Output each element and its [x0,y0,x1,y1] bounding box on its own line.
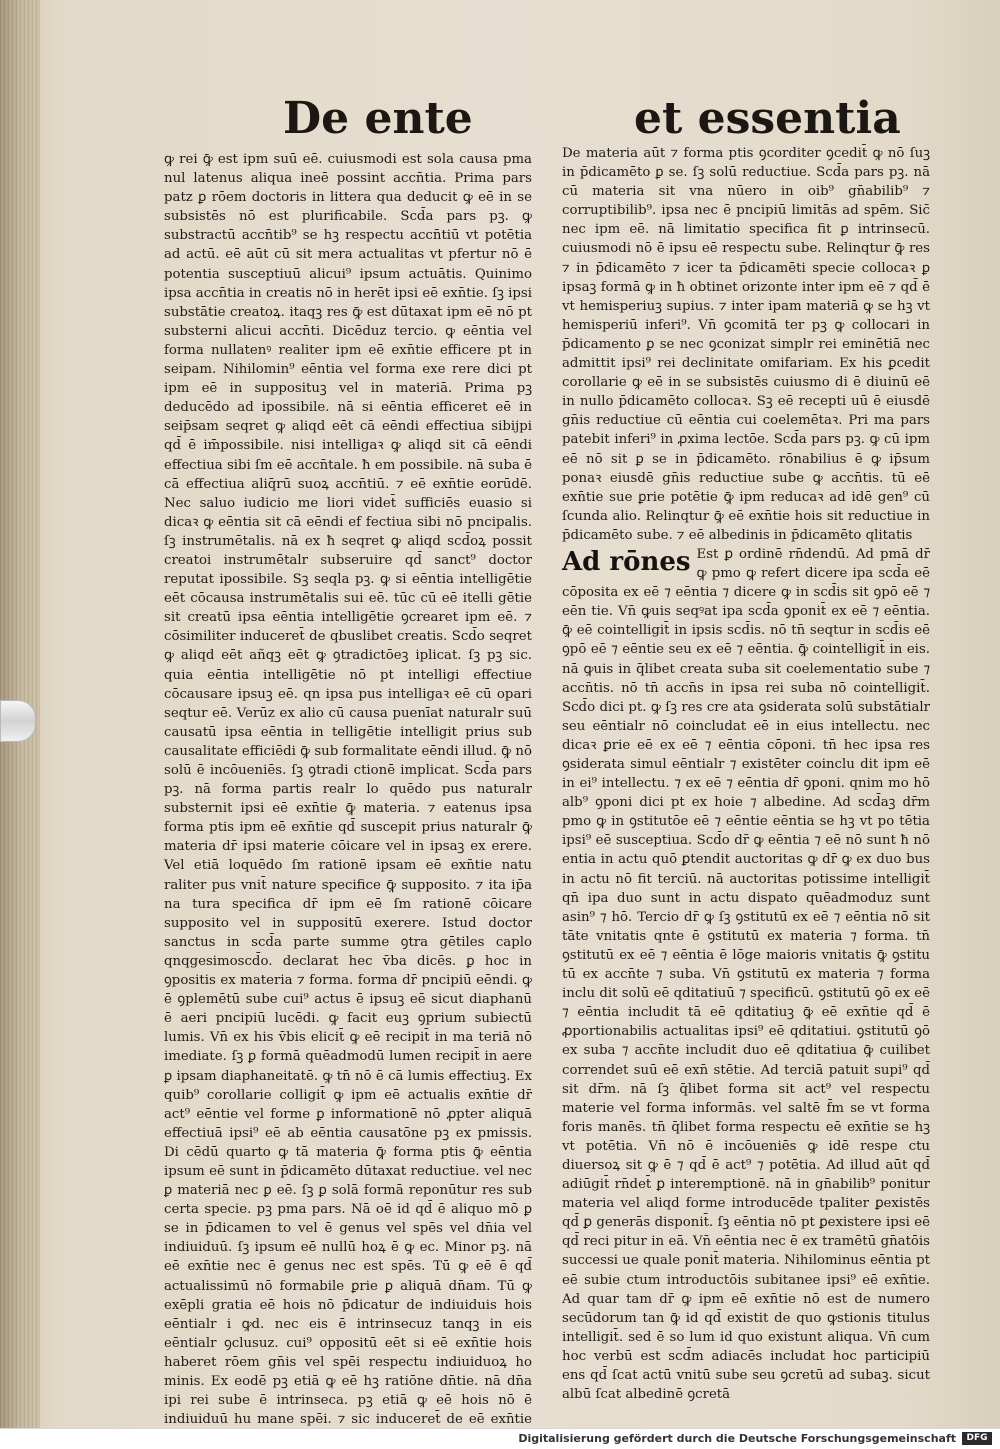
text-column-right [562,144,930,1412]
running-head-right: et essentia [634,93,901,144]
text-column-left [164,150,532,1428]
running-head-left: De ente [283,93,473,144]
funding-credit: Digitalisierung gefördert durch die Deutsche Forschungsgemeinschaft [518,1432,956,1445]
digitization-footer [0,1428,1000,1449]
section-heading-ad-rones: Ad rōnes [562,546,691,577]
book-clip [0,700,36,742]
column-right-text-before: De materia aūt ⁊ forma ptis ꝯcorditer ꝯcedit̄ ꝙ nō ſuꝫ in p̄dicamēto ꝑ se. ſꝫ solū reductiue. Scd̄a pars pꝫ. nā cū materia sit vna nūero in oib⁹ gn̄abilib⁹ ⁊ corruptibilib⁹. ipsa nec ē pncipiū limitās ad spēm. Sic̄ nec ipm eē. nā limitatio specifica fit ꝑ intrinsecū. cuiusmodi nō ē ipsu eē respectu sube. Relinqtur ꝙ̄ res ⁊ in p̄dicamēto ⁊ icer ta p̄dicamēti specie collocaꝛ ꝑ ipsaꝫ formā ꝙ in ħ obtinet orizonte inter ipm eē ⁊ qd̄ ē vt hemisperiuꝫ supius. ⁊ inter ipam materiā ꝙ se hꝫ vt hemisperiū inferi⁹. Vn̄ ꝯcomitā ter pꝫ ꝙ collocari in p̄dicamento ꝑ se nec ꝯconizat simplr rei eminētiā nec admittit ipsi⁹ rei declinitate omifariam. Ex his ꝑcedit corollarie ꝙ eē in se subsistēs cuiusmo di ē diuinū eē in nullo p̄dicamēto collocaꝛ. Sꝫ eē recepti uū ē eiusdē gn̄is reductiue cū eēntia cui coelemētaꝛ. Pri ma pars patebit inferi⁹ in ꝓxima lectōe. Scd̄a pars pꝫ. ꝙ cū ipm eē nō sit ꝑ se in p̄dicamēto. rōnabilius ē ꝙ ip̄sum ponaꝛ eiusdē gn̄is reductiue sube ꝙ accn̄tis. tū eē exn̄tie sue ꝑrie potētie ꝙ̄ ipm reducaꝛ ad idē gen⁹ cū ſcunda alio. Relinqtur ꝙ̄ eē exn̄tie hois sit reductiue in p̄dicamēto sube. ⁊ eē albedinis in p̄dicamēto qlitatis [562,146,930,543]
dfg-logo: DFG [962,1432,992,1445]
column-right-text-after: Est ꝑ ordinē rn̄dendū. Ad pmā dr̄ ꝙ pmo ꝙ refert dicere ipa scd̄a eē cōposita ex eē ⁊ eēntia ⁊ dicere ꝙ in scd̄is sit ꝯpō eē ⁊ eēn tie. Vn̄ ꝙuis seqꝰat ipa scd̄a ꝯponit̄ ex eē ⁊ eēntia. ꝙ̄ eē cointelligit̄ in ipsis scd̄is. nō tn̄ seqtur in scd̄is eē ꝯpō eē ⁊ eēntie seu ex eē ⁊ eēntia. ꝙ̄ cointelligit̄ in eis. nā ꝙuis in q̄libet creata suba sit coelementatio sube ⁊ accn̄tis. nō tn̄ accn̄s in ipsa rei suba nō cointelligit̄. Scd̄o dici pt. ꝙ ſꝫ res cre ata ꝯsiderata solū substātialr seu eēntialr nō coincludat eē in eius intellectu. nec dicaꝛ ꝑrie eē ex eē ⁊ eēntia cōponi. tn̄ hec ipsa res ꝯsiderata simul eēntialr ⁊ existēter coinclu dit ipm eē in ei⁹ intellectu. ⁊ ex eē ⁊ eēntia dr̄ ꝯponi. qnim mo hō alb⁹ ꝯponi dici pt ex hoie ⁊ albedine. Ad scd̄aꝫ dr̄m pmo ꝙ in ꝯstitutōe eē ⁊ eēntie eēntia se hꝫ vt po tētia ipsi⁹ eē susceptiua. Scd̄o dr̄ ꝙ eēntia ⁊ eē nō sunt ħ nō entia in actu quō ꝑtendit auctoritas ꝙ dr̄ ꝙ ex duo bus in actu nō fit terciū. nā auctoritas potissime intelligit̄ qn̄ ipa duo sunt in actu dispato quēadmoduz sunt asin⁹ ⁊ hō. Tercio dr̄ ꝙ ſꝫ ꝯstitutū ex eē ⁊ eēntia nō sit tāte vnitatis qnte ē ꝯstitutū ex materia ⁊ forma. tn̄ ꝯstitutū ex eē ⁊ eēntia ē lōge maioris vnitatis ꝙ̄ ꝯstitu tū ex accn̄te ⁊ suba. Vn̄ ꝯstitutū ex materia ⁊ forma inclu dit solū eē qditatiuū ⁊ specificū. ꝯstitutū ꝯō ex eē ⁊ eēntia includit tā eē qditatiuꝫ ꝙ̄ eē exn̄tie qd̄ ē ꝓportionabilis actualitas ipsi⁹ eē qditatiui. ꝯstitutū ꝯō ex suba ⁊ accn̄te includit duo eē qditatiua ꝙ̄ cuilibet correndet suū eē exn̄ stētie. Ad terciā patuit supi⁹ qd̄ sit dr̄m. nā ſꝫ q̄libet forma sit act⁹ vel respectu materie vel forma informās. vel saltē f̄m se vt forma foris manēs. tn̄ q̄libet forma respectu eē exn̄tie se hꝫ vt potētia. Vn̄ nō ē incōueniēs ꝙ idē respe ctu diuersoꝝ sit ꝙ ē ⁊ qd̄ ē act⁹ ⁊ potētia. Ad illud aūt qd̄ adiūgit̄ rn̄det̄ ꝑ interemptionē. nā in gn̄abilib⁹ ponitur materia vel aliqd forme introducēde tpaliter ꝑexistēs qd̄ ꝑ generās disponit̄. ſꝫ eēntia nō pt ꝑexistere ipsi eē qd̄ reci pitur in eā. Vn̄ eēntia nec ē ex tramētū gn̄atōis successi ue quale ponit̄ materia. Nihilominus eēntia pt eē subie ctum introductōis subitanee ipsi⁹ eē exn̄tie. Ad quar tam dr̄ ꝙ ipm eē exn̄tie nō est de numero secūdorum tan ꝙ̄ id qd̄ existit de quo ꝙstionis titulus intelligit̄. sed ē so lum id quo existunt aliqua. Vn̄ cum hoc verbū est scd̄m adiacēs includat hoc participiū ens qd̄ ſcat actū vnitū sube seu ꝯcretū ad subaꝫ. sicut albū ſcat albedinē ꝯcretā [562,546,930,1403]
column-left-text: ꝙ rei ꝙ̄ est ipm suū eē. cuiusmodi est sola causa pma nul latenus aliqua ineē possint accn̄tia. Prima pars patz ꝑ rōem doctoris in littera qua deducit ꝙ eē in se subsistēs nō est plurificabile. Scd̄a pars pꝫ. ꝙ substractū accn̄tib⁹ se hꝫ respectu accn̄tiū vt potētia ad actū. eē aūt cū sit mera actualitas vt pfertur nō ē potentia susceptiuū alicui⁹ ipsum actuātis. Quinimo ipsa accn̄tia in creatis nō in herēt ipsi eē exn̄tie. ſꝫ ipsi substātie creatoꝝ. itaqꝫ res ꝙ̄ est dūtaxat ipm eē nō pt substerni alicui accn̄ti. Dicēduz tercio. ꝙ eēntia vel forma nullatenꝰ realiter ipm eē exn̄tie efficere pt in seipam. Nihilomin⁹ eēntia vel forma exe rere dici pt ipm eē in supposituꝫ vel in materiā. Prima pꝫ deducēdo ad ipossibile. nā si eēntia efficeret eē in seip̄sam seqret ꝙ aliqd eēt cā eēndi effectiua sibijpi qd̄ ē im̄possibile. nisi intelligaꝛ ꝙ aliqd sit cā eēndi effectiua sibi ſm eē accn̄tale. ħ em possibile. nā suba ē cā effectiua aliq̄rū suoꝝ accn̄tiū. ⁊ eē exn̄tie eorūdē. Nec saluo iudicio me liori videt̄ sufficiēs euasio si dicaꝛ ꝙ eēntia sit cā eēndi ef fectiua sibi nō pncipalis. ſꝫ instrumētalis. nā ex ħ seqret ꝙ aliqd scd̄oꝝ possit creatoi instrumētalr subseruire qd̄ sanct⁹ doctor reputat ipossibile. Sꝫ seqla pꝫ. ꝙ si eēntia intelligētie eēt cōcausa instrumētalis sui eē. tūc cū eē itelli gētie sit creatū ipsa eēntia intelligētie ꝯcrearet ipm eē. ⁊ cōsimiliter induceret̄ de qbuslibet creatis. Scd̄o seqret ꝙ aliqd eēt añqꝫ eēt ꝙ ꝯtradictōeꝫ iplicat. ſꝫ pꝫ sic. quia eēntia intelligētie nō pt intelligi effectiue cōcausare ipsuꝫ eē. qn ipsa pus intelligaꝛ eē cū opari seqtur eē. Verūz ex alio cū causa puenīat naturalr suū causatū ipsa eēntia in telligētie intelligit prius sub causalitate efficiēdi ꝙ̄ sub formalitate eēndi illud. ꝙ̄ nō solū ē incōueniēs. ſꝫ ꝯtradi ctionē implicat. Scd̄a pars pꝫ. nā forma partis realr lo quēdo pus naturalr substernit ipsi eē exn̄tie ꝙ̄ materia. ⁊ eatenus ipsa forma ptis ipm eē exn̄tie qd̄ suscepit prius naturalr ꝙ̄ materia dr̄ ipsi materie cōicare vel in ipsaꝫ ex erere. Vel etiā loquēdo ſm rationē ipsam eē exn̄tie natu raliter pus vnit̄ nature specifice ꝙ̄ supposito. ⁊ ita ip̄a na tura specifica dr̄ ipm eē ſm rationē cōicare supposito vel in suppositū exerere. Istud doctor sanctus in scd̄a parte summe ꝯtra gētiles caplo qnqgesimoscd̄o. declarat hec v̄ba dicēs. ꝑ hoc in ꝯpositis ex materia ⁊ forma. forma dr̄ pncipiū eēndi. ꝙ ē ꝯplemētū sube cui⁹ actus ē ipsuꝫ eē sicut diaphanū ē aeri pncipiū lucēdi. ꝙ facit euꝫ ꝯprium subiectū lumis. Vn̄ ex his v̄bis elicit̄ ꝙ eē recipit̄ in ma teriā nō imediate. ſꝫ ꝑ formā quēadmodū lumen recipit̄ in aere ꝑ ipsam diaphaneitatē. ꝙ tn̄ nō ē cā lumis effectiuꝫ. Ex quib⁹ corollarie colligit̄ ꝙ ipm eē actualis exn̄tie dr̄ act⁹ eēntie vel forme ꝑ informationē nō ꝓpter aliquā effectiuā ipsi⁹ eē ab eēntia causatōne pꝫ ex pmissis. Di cēdū quarto ꝙ tā materia ꝙ̄ forma ptis ꝙ̄ eēntia ipsum eē sunt in p̄dicamēto dūtaxat reductiue. vel nec ꝑ materiā nec ꝑ eē. ſꝫ ꝑ solā formā reponūtur res sub certa specie. pꝫ pma pars. Nā oē id qd̄ ē aliquo mō ꝑ se in p̄dicamen to vel ē genus vel spēs vel dn̄ia vel indiuiduū. ſꝫ ipsum eē nullū hoꝝ ē ꝙ ec. Minor pꝫ. nā eē exn̄tie nec ē genus nec est spēs. Tū ꝙ eē ē qd̄ actualissimū nō formabile ꝑrie ꝑ aliquā dn̄am. Tū ꝙ exēpli gratia eē hois nō p̄dicatur de indiuiduis hois eēntialr i ꝙd. nec eis ē intrinsecuz tanqꝫ in eis eēntialr ꝯclusuz. cui⁹ oppositū eēt si eē exn̄tie hois haberet rōem gn̄is vel spēi respectu indiuiduoꝝ ho minis. Ex eodē pꝫ etiā ꝙ eē hꝫ ratiōne dn̄tie. nā dn̄a ipi rei sube ē intrinseca. pꝫ etiā ꝙ eē hois nō ē indiuiduū hu mane spēi. ⁊ sic induceret̄ de eē exn̄tie [164,152,532,1428]
